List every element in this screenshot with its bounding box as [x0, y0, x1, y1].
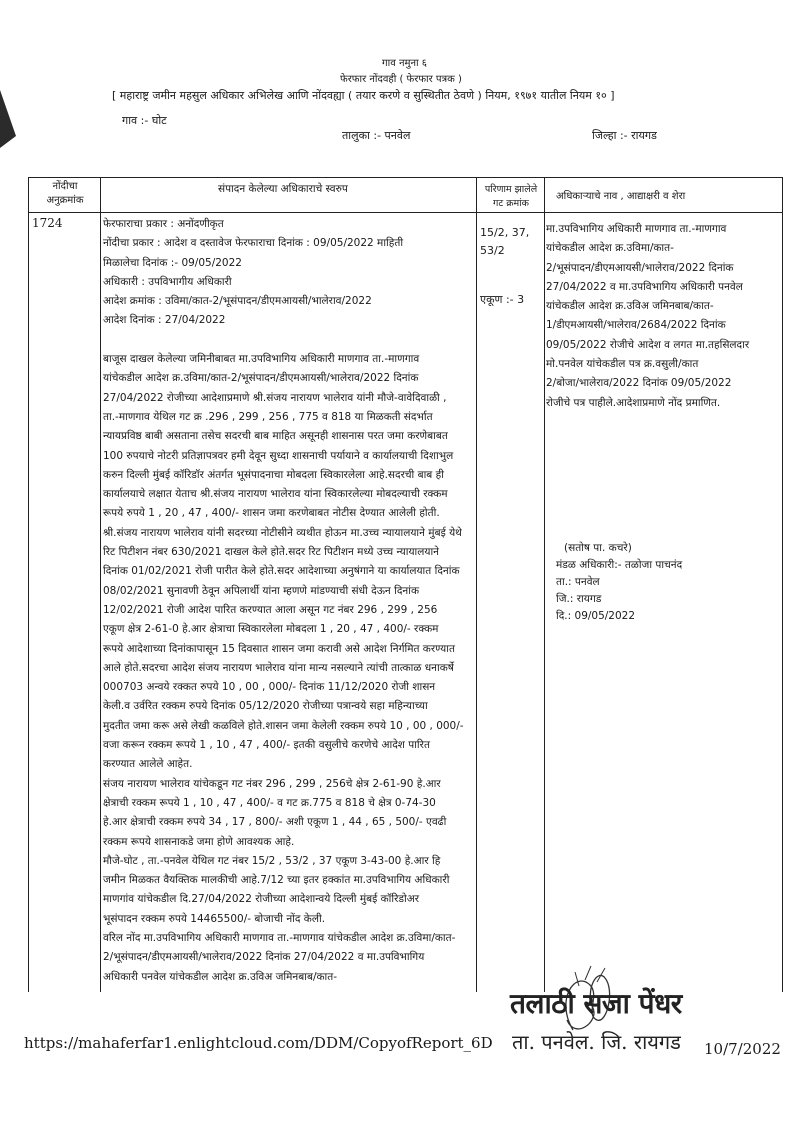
header-survey-no-line2: गट क्रमांक	[493, 198, 529, 209]
survey-numbers	[480, 224, 529, 260]
officer-line: मा.उपविभागिय अधिकारी माणगाव ता.-माणगाव	[546, 223, 727, 235]
details-line: 2/भूसंपादन/डीएमआयसी/भालेराव/2022 दिनांक 27/04/2022 व मा.उपविभागिय	[103, 951, 425, 964]
report-url: https://mahaferfar1.enlightcloud.com/DDM/CopyofReport_6D	[24, 1034, 493, 1052]
header-officer: अधिकाऱ्याचे नाव , आद्याक्षरी व शेरा	[556, 191, 686, 202]
rule-line: [ महाराष्ट्र जमीन महसुल अधिकार अभिलेख आणि नोंदवह्या ( तयार करणे व सुस्थितीत ठेवणे ) नियम, १९७१ यातील नियम १० ]	[112, 89, 615, 102]
details-line: रूपये रुपये 1 , 20 , 47 , 400/- शासन जमा करणेबाबत नोटीस देण्यात आलेली होती.	[103, 507, 440, 520]
details-line: रूपये आदेशाच्या दिनांकापासून 15 दिवसात शासन जमा करावी असे आदेश निर्गमित करण्यात	[103, 642, 455, 655]
details-line: यांचेकडील आदेश क्र.उविमा/कात-2/भूसंपादन/डीएमआयसी/भालेराव/2022 दिनांक	[103, 372, 419, 385]
details-line: 12/02/2021 रोजी आदेश पारित करण्यात आला असून गट नंबर 296 , 299 , 256	[103, 603, 438, 616]
officer-line: 27/04/2022 व मा.उपविभागिय अधिकारी पनवेल	[546, 280, 743, 293]
register-title: फेरफार नोंदवही ( फेरफार पत्रक )	[340, 74, 462, 85]
details-line: अधिकारी : उपविभागीय अधिकारी	[103, 275, 232, 288]
header-entry-no-line2: अनुक्रमांक	[46, 195, 84, 206]
survey-total: एकूण :- 3	[480, 293, 525, 306]
details-line: आले होते.सदरचा आदेश संजय नारायण भालेराव यांना मान्य नसल्याने त्यांची तात्काळ धनाकर्षे	[103, 661, 454, 674]
details-line: मुदतीत जमा करू असे लेखी कळविले होते.शासन जमा केलेली रक्कम रुपये 10 , 00 , 000/-	[103, 719, 464, 732]
table-col-divider-2	[476, 177, 477, 992]
details-line: अधिकारी पनवेल यांचेकडील आदेश क्र.उविअ जमिनबाब/कात-	[103, 970, 338, 983]
details-line: फेरफाराचा प्रकार : अनोंदणीकृत	[103, 218, 224, 230]
cert-taluka: ता.: पनवेल	[556, 576, 600, 588]
details-line: वरिल नोंद मा.उपविभागिय अधिकारी माणगाव ता.-माणगाव यांचेकडील आदेश क्र.उविमा/कात-	[103, 931, 456, 944]
details-line: ता.-माणगाव येथिल गट क्र .296 , 299 , 256 , 775 व 818 या मिळकती संदर्भात	[103, 410, 433, 423]
officer-line: रोजीचे पत्र पाहीले.आदेशाप्रमाणे नोंद प्रमाणित.	[546, 396, 721, 409]
details-line: बाजूस दाखल केलेल्या जमिनीबाबत मा.उपविभागिय अधिकारी माणगाव ता.-माणगाव	[103, 353, 420, 366]
details-line: श्री.संजय नारायण भालेराव यांनी सदरच्या नोटीसीने व्यथीत होऊन मा.उच्च न्यायालयाने मुंबई येथे	[103, 526, 462, 539]
officer-line: 09/05/2022 रोजीचे आदेश व लगत मा.तहसिलदार	[546, 338, 750, 351]
details-line: क्षेत्राची रक्कम रूपये 1 , 10 , 47 , 400/- व गट क्र.775 व 818 चे क्षेत्र 0-74-30	[103, 796, 436, 809]
header-details: संपादन केलेल्या अधिकाराचे स्वरुप	[218, 183, 348, 195]
cert-date: दि.: 09/05/2022	[556, 610, 636, 622]
details-line: एकूण क्षेत्र 2-61-0 हे.आर क्षेत्राचा स्विकारलेला मोबदला 1 , 20 , 47 , 400/- रक्कम	[103, 623, 439, 636]
details-line: आदेश क्रमांक : उविमा/कात-2/भूसंपादन/डीएमआयसी/भालेराव/2022	[103, 295, 372, 308]
table-right-border	[782, 177, 783, 992]
details-line: करण्यात आलेले आहेत.	[103, 758, 193, 771]
details-line: रिट पिटीशन नंबर 630/2021 दाखल केले होते.सदर रिट पिटीशन मध्ये उच्च न्यायालयाने	[103, 546, 440, 559]
table-col-divider-1	[100, 177, 101, 992]
header-survey-no	[478, 183, 544, 211]
details-line: 000703 अन्वये रक्कत रुपये 10 , 00 , 000/- दिनांक 11/12/2020 रोजी शासन	[103, 681, 436, 694]
header-entry-no	[32, 180, 98, 208]
details-line: हे.आर क्षेत्राची रक्कम रुपये 34 , 17 , 800/- अशी एकूण 1 , 44 , 65 , 500/- एवढी	[103, 816, 447, 829]
mandal-officer: मंडळ अधिकारी:- तळोजा पाचनंद	[556, 559, 683, 571]
officer-line: यांचेकडील आदेश क्र.उविमा/कात-	[546, 242, 674, 255]
taluka-label: तालुका :- पनवेल	[342, 129, 411, 142]
details-line: करुन दिल्ली मुंबई कॉरिडॉर अंतर्गत भूसंपादनाचा मोबदला स्विकारलेला आहे.सदरची बाब ही	[103, 468, 444, 481]
certification-block	[556, 540, 682, 625]
officer-remarks	[546, 220, 781, 413]
details-line: न्यायप्रविष्ठ बाबी असताना तसेच सदरची बाब माहित असूनही शासनास परत जमा करणेबाबत	[103, 430, 448, 443]
print-date: 10/7/2022	[704, 1040, 781, 1058]
details-line: कार्यालयाचे लक्षात येताच श्री.संजय नारायण भालेराव यांना स्विकारलेल्या मोबदल्याची रक्कम	[103, 488, 448, 501]
survey-number-line: 15/2, 37,	[480, 226, 530, 239]
details-line: रक्कम रूपये शासनाकडे जमा होणे आवश्यक आहे.	[103, 835, 295, 848]
details-text	[103, 215, 475, 987]
details-line: संजय नारायण भालेराव यांचेकडून गट नंबर 296 , 299 , 256चे क्षेत्र 2-61-90 हे.आर	[103, 777, 441, 790]
details-line: मिळालेचा दिनांक :- 09/05/2022	[103, 256, 242, 269]
entry-number: 1724	[32, 216, 63, 230]
district-label: जिल्हा :- रायगड	[592, 129, 657, 142]
details-line	[103, 331, 475, 350]
officer-line: मो.पनवेल यांचेकडील पत्र क्र.वसुली/कात	[546, 358, 699, 371]
details-line: नोंदीचा प्रकार : आदेश व दस्तावेज फेरफाराचा दिनांक : 09/05/2022 माहिती	[103, 237, 404, 250]
table-left-border	[28, 177, 29, 992]
details-line: दिनांक 01/02/2021 रोजी पारीत केले होते.सदर आदेशाच्या अनुषंगाने या कार्यालयात दिनांक	[103, 565, 460, 578]
officer-line: 2/बोजा/भालेराव/2022 दिनांक 09/05/2022	[546, 377, 732, 390]
certifying-officer-name: (सतोष पा. कचरे)	[564, 542, 632, 554]
details-line: माणगांव यांचेकडील दि.27/04/2022 रोजीच्या आदेशान्वये दिल्ली मुंबई कॉरिडोअर	[103, 893, 420, 906]
officer-line: यांचेकडील आदेश क्र.उविअ जमिनबाब/कात-	[546, 300, 714, 313]
table-col-divider-3	[544, 177, 545, 992]
details-line: आदेश दिनांक : 27/04/2022	[103, 314, 226, 327]
details-line: जमीन मिळकत वैयक्तिक मालकीची आहे.7/12 च्या इतर हक्कांत मा.उपविभागिय अधिकारी	[103, 874, 450, 887]
corner-fold-mark	[0, 90, 18, 150]
details-line: वजा करून रक्कम रूपये 1 , 10 , 47 , 400/- इतकी वसुलीचे करणेचे आदेश पारित	[103, 739, 430, 752]
details-line: 27/04/2022 रोजीच्या आदेशाप्रमाणे श्री.संजय नारायण भालेराव यांनी मौजे-वावेदिवाळी ,	[103, 391, 447, 404]
survey-number-line: 53/2	[480, 244, 505, 257]
stamp-line-2: ता. पनवेल. जि. रायगड	[512, 1030, 681, 1054]
details-line: मौजे-घोट , ता.-पनवेल येथिल गट नंबर 15/2 , 53/2 , 37 एकूण 3-43-00 हे.आर हि	[103, 854, 441, 867]
stamp-line-1: तलाठी सजा पेंधर	[510, 987, 682, 1020]
table-header-border	[28, 212, 782, 213]
officer-line: 1/डीएमआयसी/भालेराव/2684/2022 दिनांक	[546, 319, 726, 332]
details-line: 100 रुपयाचे नोटरी प्रतिज्ञापत्रवर हमी देवून सुध्दा शासनाची पर्यायाने व कार्यालयाची दिशाभुल	[103, 449, 454, 462]
officer-line: 2/भूसंपादन/डीएमआयसी/भालेराव/2022 दिनांक	[546, 261, 734, 274]
table-top-border	[28, 177, 782, 178]
header-survey-no-line1: परिणाम झालेले	[484, 184, 538, 195]
details-line: भूसंपादन रक्कम रुपये 14465500/- बोजाची नोंद केली.	[103, 912, 326, 925]
header-entry-no-line1: नोंदीचा	[52, 181, 78, 192]
form-number: गाव नमुना ६	[382, 58, 428, 69]
details-line: केली.व उर्वरित रक्कम रुपये दिनांक 05/12/2020 रोजीच्या पत्रान्वये सहा महिन्याच्या	[103, 700, 428, 713]
cert-district: जि.: रायगड	[556, 593, 602, 605]
details-line: 08/02/2021 सुनावणी ठेवून अपिलार्थी यांना म्हणणे मांडण्याची संधी देऊन दिनांक	[103, 584, 420, 597]
village-label: गाव :- घोट	[122, 114, 167, 127]
